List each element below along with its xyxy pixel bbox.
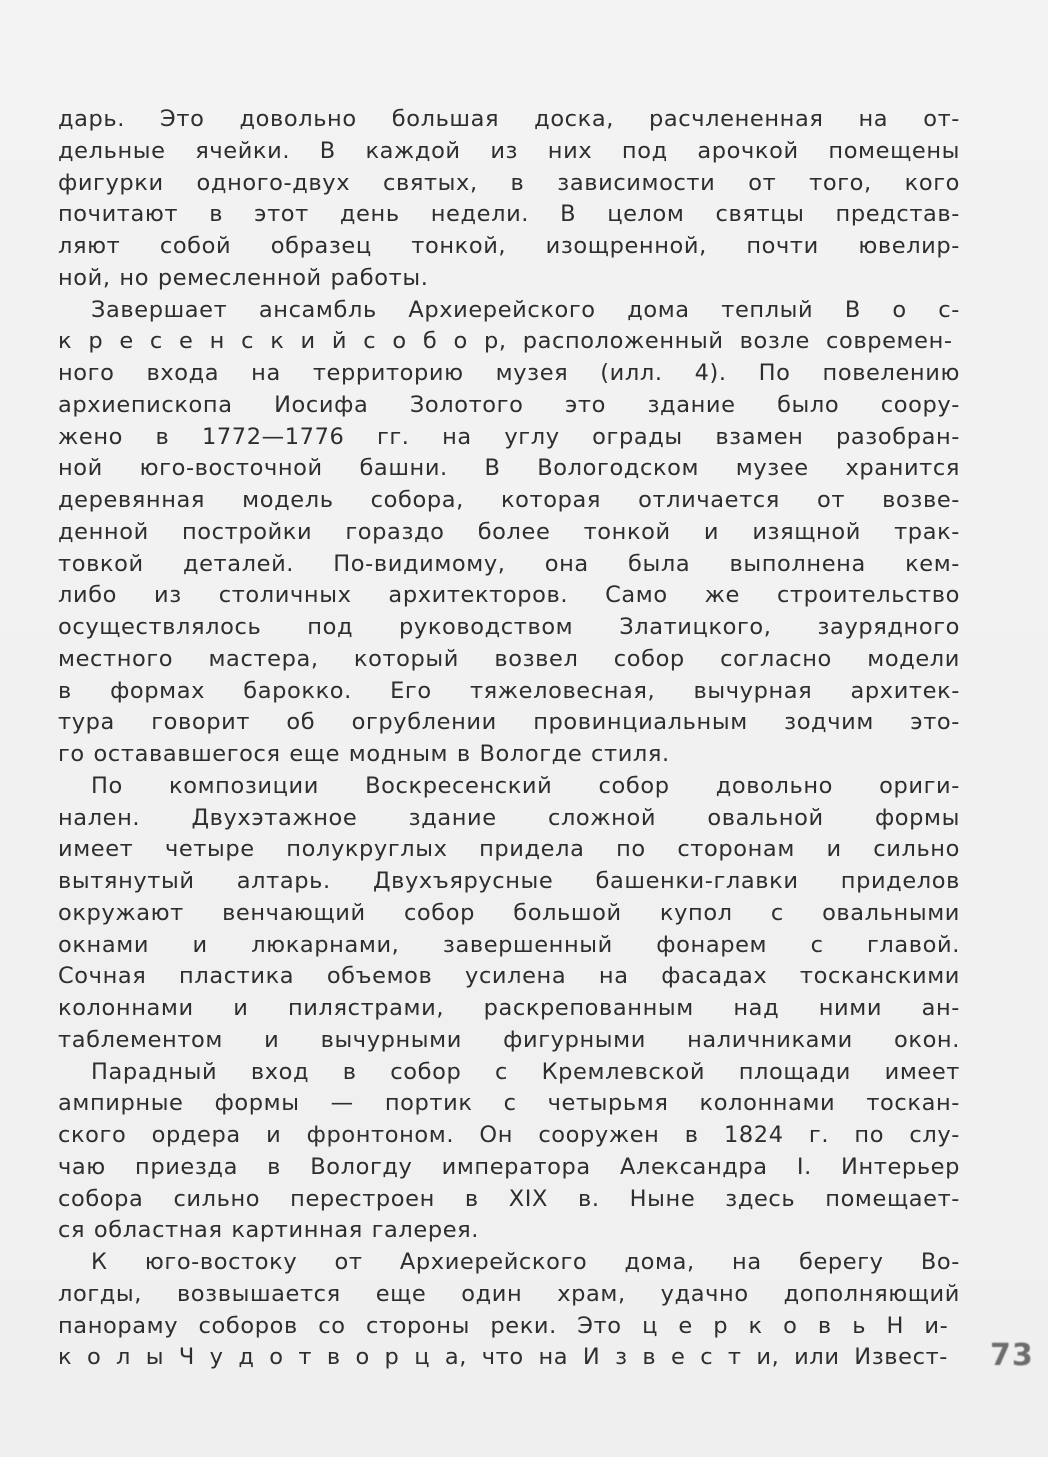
- text-line: денной постройки гораздо более тонкой и изящной трак-: [58, 518, 960, 545]
- text-line: жено в 1772—1776 гг. на углу ограды взамен разобран-: [58, 423, 960, 450]
- paragraph-first-line: Парадный вход в собор с Кремлевской площади имеет: [91, 1058, 960, 1085]
- text-line: нален. Двухэтажное здание сложной овальной формы: [58, 804, 960, 831]
- text-line: дельные ячейки. В каждой из них под арочкой помещены: [58, 137, 960, 164]
- text-line: ского ордера и фронтоном. Он сооружен в 1824 г. по слу-: [58, 1122, 960, 1148]
- text-line: ного входа на территорию музея (илл. 4). По повелению: [58, 360, 960, 386]
- text-line: осуществлялось под руководством Златицкого, заурядного: [58, 614, 960, 640]
- text-line: в формах барокко. Его тяжеловесная, вычурная архитек-: [58, 677, 960, 704]
- text-line: собора сильно перестроен в XIX в. Ныне здесь помещает-: [58, 1185, 960, 1212]
- text-line: архиепископа Иосифа Золотого это здание было соору-: [58, 391, 960, 418]
- text-line: Сочная пластика объемов усилена на фасадах тосканскими: [58, 963, 960, 990]
- text-line: ампирные формы — портик с четырьмя колоннами тоскан-: [58, 1090, 960, 1117]
- paragraph-first-line: По композиции Воскресенский собор довольно ориги-: [91, 772, 960, 799]
- text-line: к р е с е н с к и й с о б о р, расположенный возле современ-: [58, 328, 953, 355]
- text-line: ся областная картинная галерея.: [58, 1217, 480, 1244]
- text-line: тура говорит об огрублении провинциальным зодчим это-: [58, 709, 960, 736]
- text-line: логды, возвышается еще один храм, удачно дополняющий: [58, 1280, 960, 1307]
- paragraph-first-line: К юго-востоку от Архиерейского дома, на берегу Во-: [91, 1249, 960, 1275]
- text-line: имеет четыре полукруглых придела по сторонам и сильно: [58, 836, 960, 863]
- text-line: ной юго-восточной башни. В Вологодском музее хранится: [58, 455, 960, 482]
- paragraph-first-line: Завершает ансамбль Архиерейского дома теплый В о с-: [91, 296, 960, 323]
- text-line: ной, но ремесленной работы.: [58, 264, 429, 291]
- page-number: 73: [990, 1338, 1034, 1373]
- text-line: го остававшегося еще модным в Вологде стиля.: [58, 741, 670, 767]
- text-line: почитают в этот день недели. В целом святцы представ-: [58, 201, 960, 228]
- text-line: товкой деталей. По-видимому, она была выполнена кем-: [58, 550, 960, 577]
- text-line: колоннами и пилястрами, раскрепованным над ними ан-: [58, 995, 960, 1021]
- text-line: фигурки одного-двух святых, в зависимости от того, кого: [58, 169, 960, 196]
- text-line: к о л ы Ч у д о т в о р ц а, что на И з в е с т и, или Извест-: [58, 1344, 948, 1371]
- text-line: окружают венчающий собор большой купол с овальными: [58, 899, 960, 926]
- text-line: окнами и люкарнами, завершенный фонарем с главой.: [58, 931, 960, 958]
- text-line: ляют собой образец тонкой, изощренной, почти ювелир-: [58, 233, 960, 259]
- text-line: панораму соборов со стороны реки. Это ц е р к о в ь Н и-: [58, 1312, 949, 1339]
- text-line: местного мастера, который возвел собор согласно модели: [58, 645, 960, 672]
- text-line: либо из столичных архитекторов. Само же строительство: [58, 582, 960, 609]
- body-text: [58, 104, 960, 1374]
- text-line: чаю приезда в Вологду императора Александра I. Интерьер: [58, 1153, 960, 1180]
- text-line: дарь. Это довольно большая доска, расчлененная на от-: [58, 106, 960, 132]
- text-line: вытянутый алтарь. Двухъярусные башенки-главки приделов: [58, 868, 960, 894]
- text-line: деревянная модель собора, которая отличается от возве-: [58, 487, 960, 513]
- text-line: таблементом и вычурными фигурными наличниками окон.: [58, 1026, 960, 1053]
